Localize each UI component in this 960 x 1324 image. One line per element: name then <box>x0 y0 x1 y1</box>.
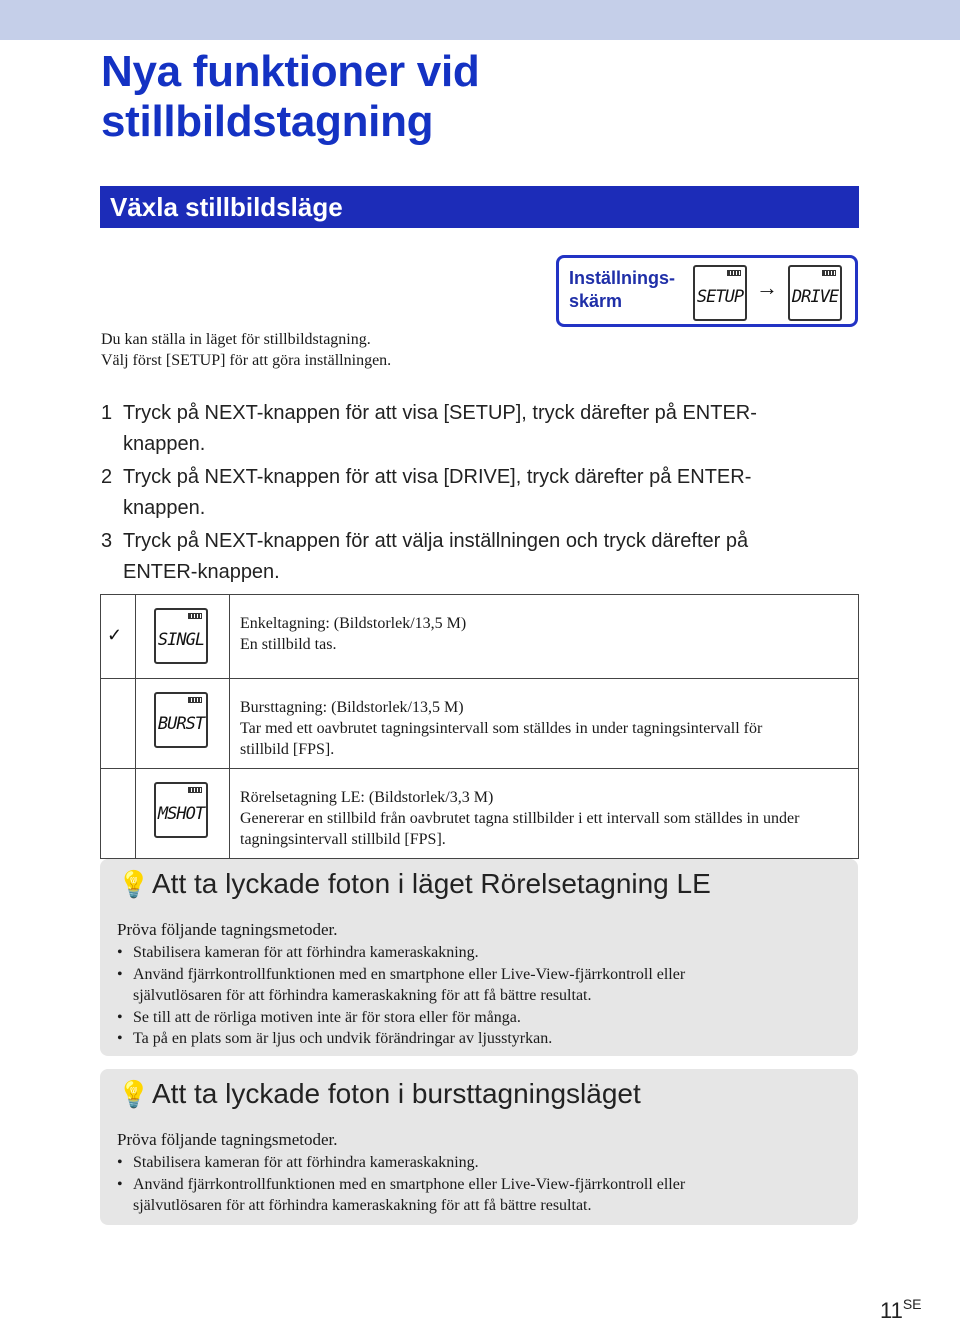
tip-heading: 💡Att ta lyckade foton i bursttagningsläget <box>117 1078 641 1109</box>
arrow-right-icon: → <box>756 275 778 300</box>
table-row <box>101 679 859 769</box>
battery-icon <box>188 697 202 703</box>
lightbulb-icon: 💡 <box>117 1079 151 1109</box>
mode-description: Bursttagning: (Bildstorlek/13,5 M) Tar med ett oavbrutet tagningsintervall som ställdes in under tagningsintervall för stillbild [FPS]. <box>230 679 859 769</box>
lcd-mshot-icon: MSHOT <box>154 782 208 838</box>
list-item: • Använd fjärrkontrollfunktionen med en smartphone eller Live-View-fjärrkontroll eller självutlösaren för att förhindra kameraskakning för att få bättre resultat. <box>117 1175 686 1214</box>
mode-description: Rörelsetagning LE: (Bildstorlek/3,3 M) Genererar en stillbild från oavbrutet tagna stillbilder i ett intervall som ställdes in under tagningsintervall stillbild [FPS]. <box>230 769 859 859</box>
table-row <box>101 769 859 859</box>
mode-description: Enkeltagning: (Bildstorlek/13,5 M) En stillbild tas. <box>230 595 859 679</box>
tip-box-motion-shot <box>100 859 858 1056</box>
tip-body: Pröva följande tagningsmetoder. • Stabilisera kameran för att förhindra kameraskakning. • Använd fjärrkontrollfunktionen med en smartphone eller Live-View-fjärrkontroll eller självutlösaren för att förhindra kameraskakning för att få bättre resultat. • Se till att de rörliga motiven inte är för stora eller för många. • Ta på en plats som är ljus och undvik förändringar av ljusstyrkan. <box>117 918 838 1050</box>
battery-icon <box>727 270 741 276</box>
list-item: • Se till att de rörliga motiven inte är för stora eller för många. <box>117 1008 521 1026</box>
page-number: $11^{SE}$ <box>880 1296 922 1323</box>
check-icon: ✓ <box>107 625 123 645</box>
lightbulb-icon: 💡 <box>117 869 151 899</box>
table-row <box>101 595 859 679</box>
step-1: 1 Tryck på NEXT-knappen för att visa [SETUP], tryck därefter på ENTER- knappen. <box>101 402 757 455</box>
list-item: • Stabilisera kameran för att förhindra kameraskakning. <box>117 1154 479 1171</box>
drive-mode-table <box>100 594 859 859</box>
lcd-drive-screen: DRIVE <box>788 265 842 321</box>
battery-icon <box>188 787 202 793</box>
battery-icon <box>188 613 202 619</box>
tip-box-burst <box>100 1069 858 1225</box>
lcd-singl-icon: SINGL <box>154 608 208 664</box>
battery-icon <box>822 270 836 276</box>
tip-body: Pröva följande tagningsmetoder. • Stabilisera kameran för att förhindra kameraskakning. • Använd fjärrkontrollfunktionen med en smartphone eller Live-View-fjärrkontroll eller självutlösaren för att förhindra kameraskakning för att få bättre resultat. <box>117 1128 838 1217</box>
tip-heading: 💡Att ta lyckade foton i läget Rörelsetagning LE <box>117 868 711 899</box>
step-3: 3 Tryck på NEXT-knappen för att välja inställningen och tryck därefter på ENTER-knappen. <box>101 530 749 583</box>
header-band <box>0 0 960 40</box>
lcd-burst-icon: BURST <box>154 692 208 748</box>
page-title: Nya funktioner vid stillbildstagning <box>101 47 480 146</box>
step-2: 2 Tryck på NEXT-knappen för att visa [DRIVE], tryck därefter på ENTER- knappen. <box>101 466 752 519</box>
intro-text: Du kan ställa in läget för stillbildstagning. Välj först [SETUP] för att göra inställningen. <box>101 331 392 369</box>
list-item: • Använd fjärrkontrollfunktionen med en smartphone eller Live-View-fjärrkontroll eller självutlösaren för att förhindra kameraskakning för att få bättre resultat. <box>117 965 686 1004</box>
list-item: • Stabilisera kameran för att förhindra kameraskakning. <box>117 944 479 961</box>
section-heading: Växla stillbildsläge <box>100 186 859 228</box>
list-item: • Ta på en plats som är ljus och undvik förändringar av ljusstyrkan. <box>117 1030 553 1047</box>
setup-screen-label: Inställnings- skärm <box>569 268 676 311</box>
setup-screen-panel <box>556 255 858 327</box>
lcd-setup-screen: SETUP <box>693 265 747 321</box>
